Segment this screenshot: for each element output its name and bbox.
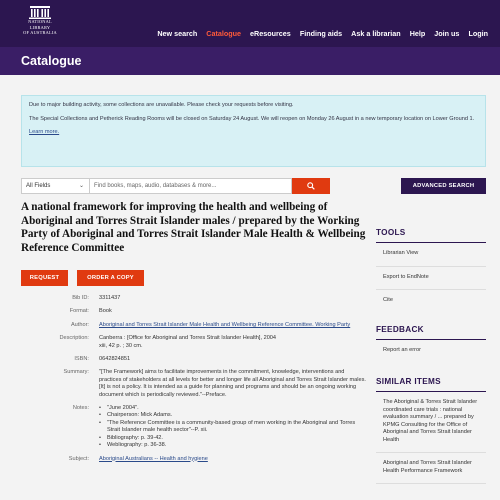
detail-row-bib-id	[21, 295, 366, 302]
format-label: Format:	[69, 308, 89, 315]
description-line-1: Canberra : [Office for Aboriginal and Torres Strait Islander Health], 2004	[99, 335, 277, 342]
nav-join-us[interactable]: Join us	[434, 29, 460, 38]
nav-eresources[interactable]: eResources	[250, 29, 291, 38]
search-bar	[21, 178, 331, 194]
description-line-2: xiii, 42 p. ; 30 cm.	[99, 342, 143, 349]
feedback-heading: FEEDBACK	[376, 325, 486, 340]
similar-items-heading: SIMILAR ITEMS	[376, 377, 486, 392]
request-button[interactable]: REQUEST	[21, 270, 68, 286]
detail-row-summary	[21, 369, 366, 399]
summary-label: Summary:	[63, 369, 89, 376]
search-input[interactable]: Find books, maps, audio, databases & more...	[90, 178, 292, 194]
isbn-label: ISBN:	[74, 356, 89, 363]
logo-text-1: NATIONAL	[28, 19, 52, 24]
top-navbar	[0, 0, 500, 47]
export-endnote-link[interactable]: Export to EndNote	[376, 267, 486, 291]
description-label: Description:	[59, 335, 89, 342]
note-item: • Bibliography: p. 39-42.	[99, 435, 366, 442]
subject-label: Subject:	[68, 455, 89, 462]
advanced-search-button[interactable]: ADVANCED SEARCH	[401, 178, 486, 194]
tools-panel	[376, 228, 486, 313]
detail-row-subject	[21, 456, 366, 463]
note-item: • Chairperson: Mick Adams.	[99, 412, 366, 419]
subject-link[interactable]: Aboriginal Australians -- Health and hygiene	[99, 455, 208, 462]
nav-new-search[interactable]: New search	[157, 29, 198, 38]
feedback-panel	[376, 325, 486, 363]
similar-items-panel	[376, 377, 486, 484]
search-button[interactable]	[292, 178, 330, 194]
cite-link[interactable]: Cite	[383, 297, 393, 303]
chevron-down-icon: ⌄	[78, 183, 84, 189]
alert-line-2: The Special Collections and Petherick Reading Rooms will be closed on Saturday 24 August. We will reopen on Monday 26 August in a new temporary location on Lower Ground 1.	[29, 115, 475, 122]
author-label: Author:	[70, 321, 89, 328]
nla-logo[interactable]	[22, 6, 58, 40]
detail-row-description	[21, 335, 366, 350]
note-item: • "The Reference Committee is a community-based group of men working in the Aboriginal and Torres Strait Islander male health sector"--P. xii.	[99, 420, 366, 435]
similar-item-link[interactable]: The Aboriginal & Torres Strait Islander coordinated care trials : national evaluation summary / ... prepared by KPMG Consulting for the Office of Aboriginal and Torres Strait Islander Health	[376, 392, 486, 453]
nav-catalogue[interactable]: Catalogue	[206, 29, 242, 38]
search-field-select[interactable]	[21, 178, 90, 194]
report-error-link[interactable]: Report an error	[383, 347, 421, 353]
isbn-value: 0642824851	[99, 356, 131, 363]
order-copy-button[interactable]: ORDER A COPY	[77, 270, 144, 286]
bib-id-label: Bib ID:	[72, 295, 89, 301]
note-item: • Webliography: p. 36-38.	[99, 442, 366, 449]
notes-list	[99, 405, 366, 449]
alert-line-1: Due to major building activity, some collections are unavailable. Please check your requests before visiting.	[29, 102, 294, 108]
record-details	[21, 295, 366, 469]
nav-ask-a-librarian[interactable]: Ask a librarian	[351, 29, 401, 38]
nav-help[interactable]: Help	[409, 29, 426, 38]
nav-finding-aids[interactable]: Finding aids	[299, 29, 343, 38]
search-icon	[307, 182, 315, 190]
detail-row-notes	[21, 405, 366, 449]
record-title: A national framework for improving the health and wellbeing of Aboriginal and Torres Strait Islander males / prepared by the Working Party of Aboriginal and Torres Strait Islander Male Health & Wellbeing Reference Committee	[21, 201, 366, 254]
detail-row-format	[21, 308, 366, 315]
logo-text-2: LIBRARY	[29, 24, 51, 30]
detail-row-author	[21, 322, 366, 329]
note-item: • "June 2004".	[99, 405, 366, 412]
main-nav	[157, 29, 488, 38]
librarian-view-link[interactable]: Librarian View	[376, 243, 486, 267]
detail-row-isbn	[21, 356, 366, 363]
nav-login[interactable]: Login	[468, 29, 488, 38]
similar-item-link[interactable]: Aboriginal and Torres Strait Islander Health Performance Framework	[376, 453, 486, 484]
format-value: Book	[99, 308, 112, 315]
notice-alert	[21, 95, 486, 167]
library-building-icon	[29, 6, 51, 19]
bib-id-value: 3311437	[99, 295, 121, 301]
page-title: Catalogue	[21, 54, 82, 68]
logo-text-3: OF AUSTRALIA	[23, 30, 57, 36]
search-field-value: All Fields	[26, 183, 51, 189]
tools-heading: TOOLS	[376, 228, 486, 243]
author-link[interactable]: Aboriginal and Torres Strait Islander Male Health and Wellbeing Reference Committee. Working Party	[99, 321, 351, 328]
notes-label: Notes:	[72, 405, 89, 412]
summary-value: "[The Framework] aims to facilitate improvements in the commitment, knowledge, interventions and practices of stakeholders at all levels for better and longer life all Aboriginal and Torres Strait Islander males. [It] is not a policy. It is intended as a guide for planning and programs and should be an ongoing working document which is periodically reviewed."--Preface.	[99, 369, 366, 398]
section-header	[0, 47, 500, 75]
learn-more-link[interactable]: Learn more.	[29, 129, 60, 135]
